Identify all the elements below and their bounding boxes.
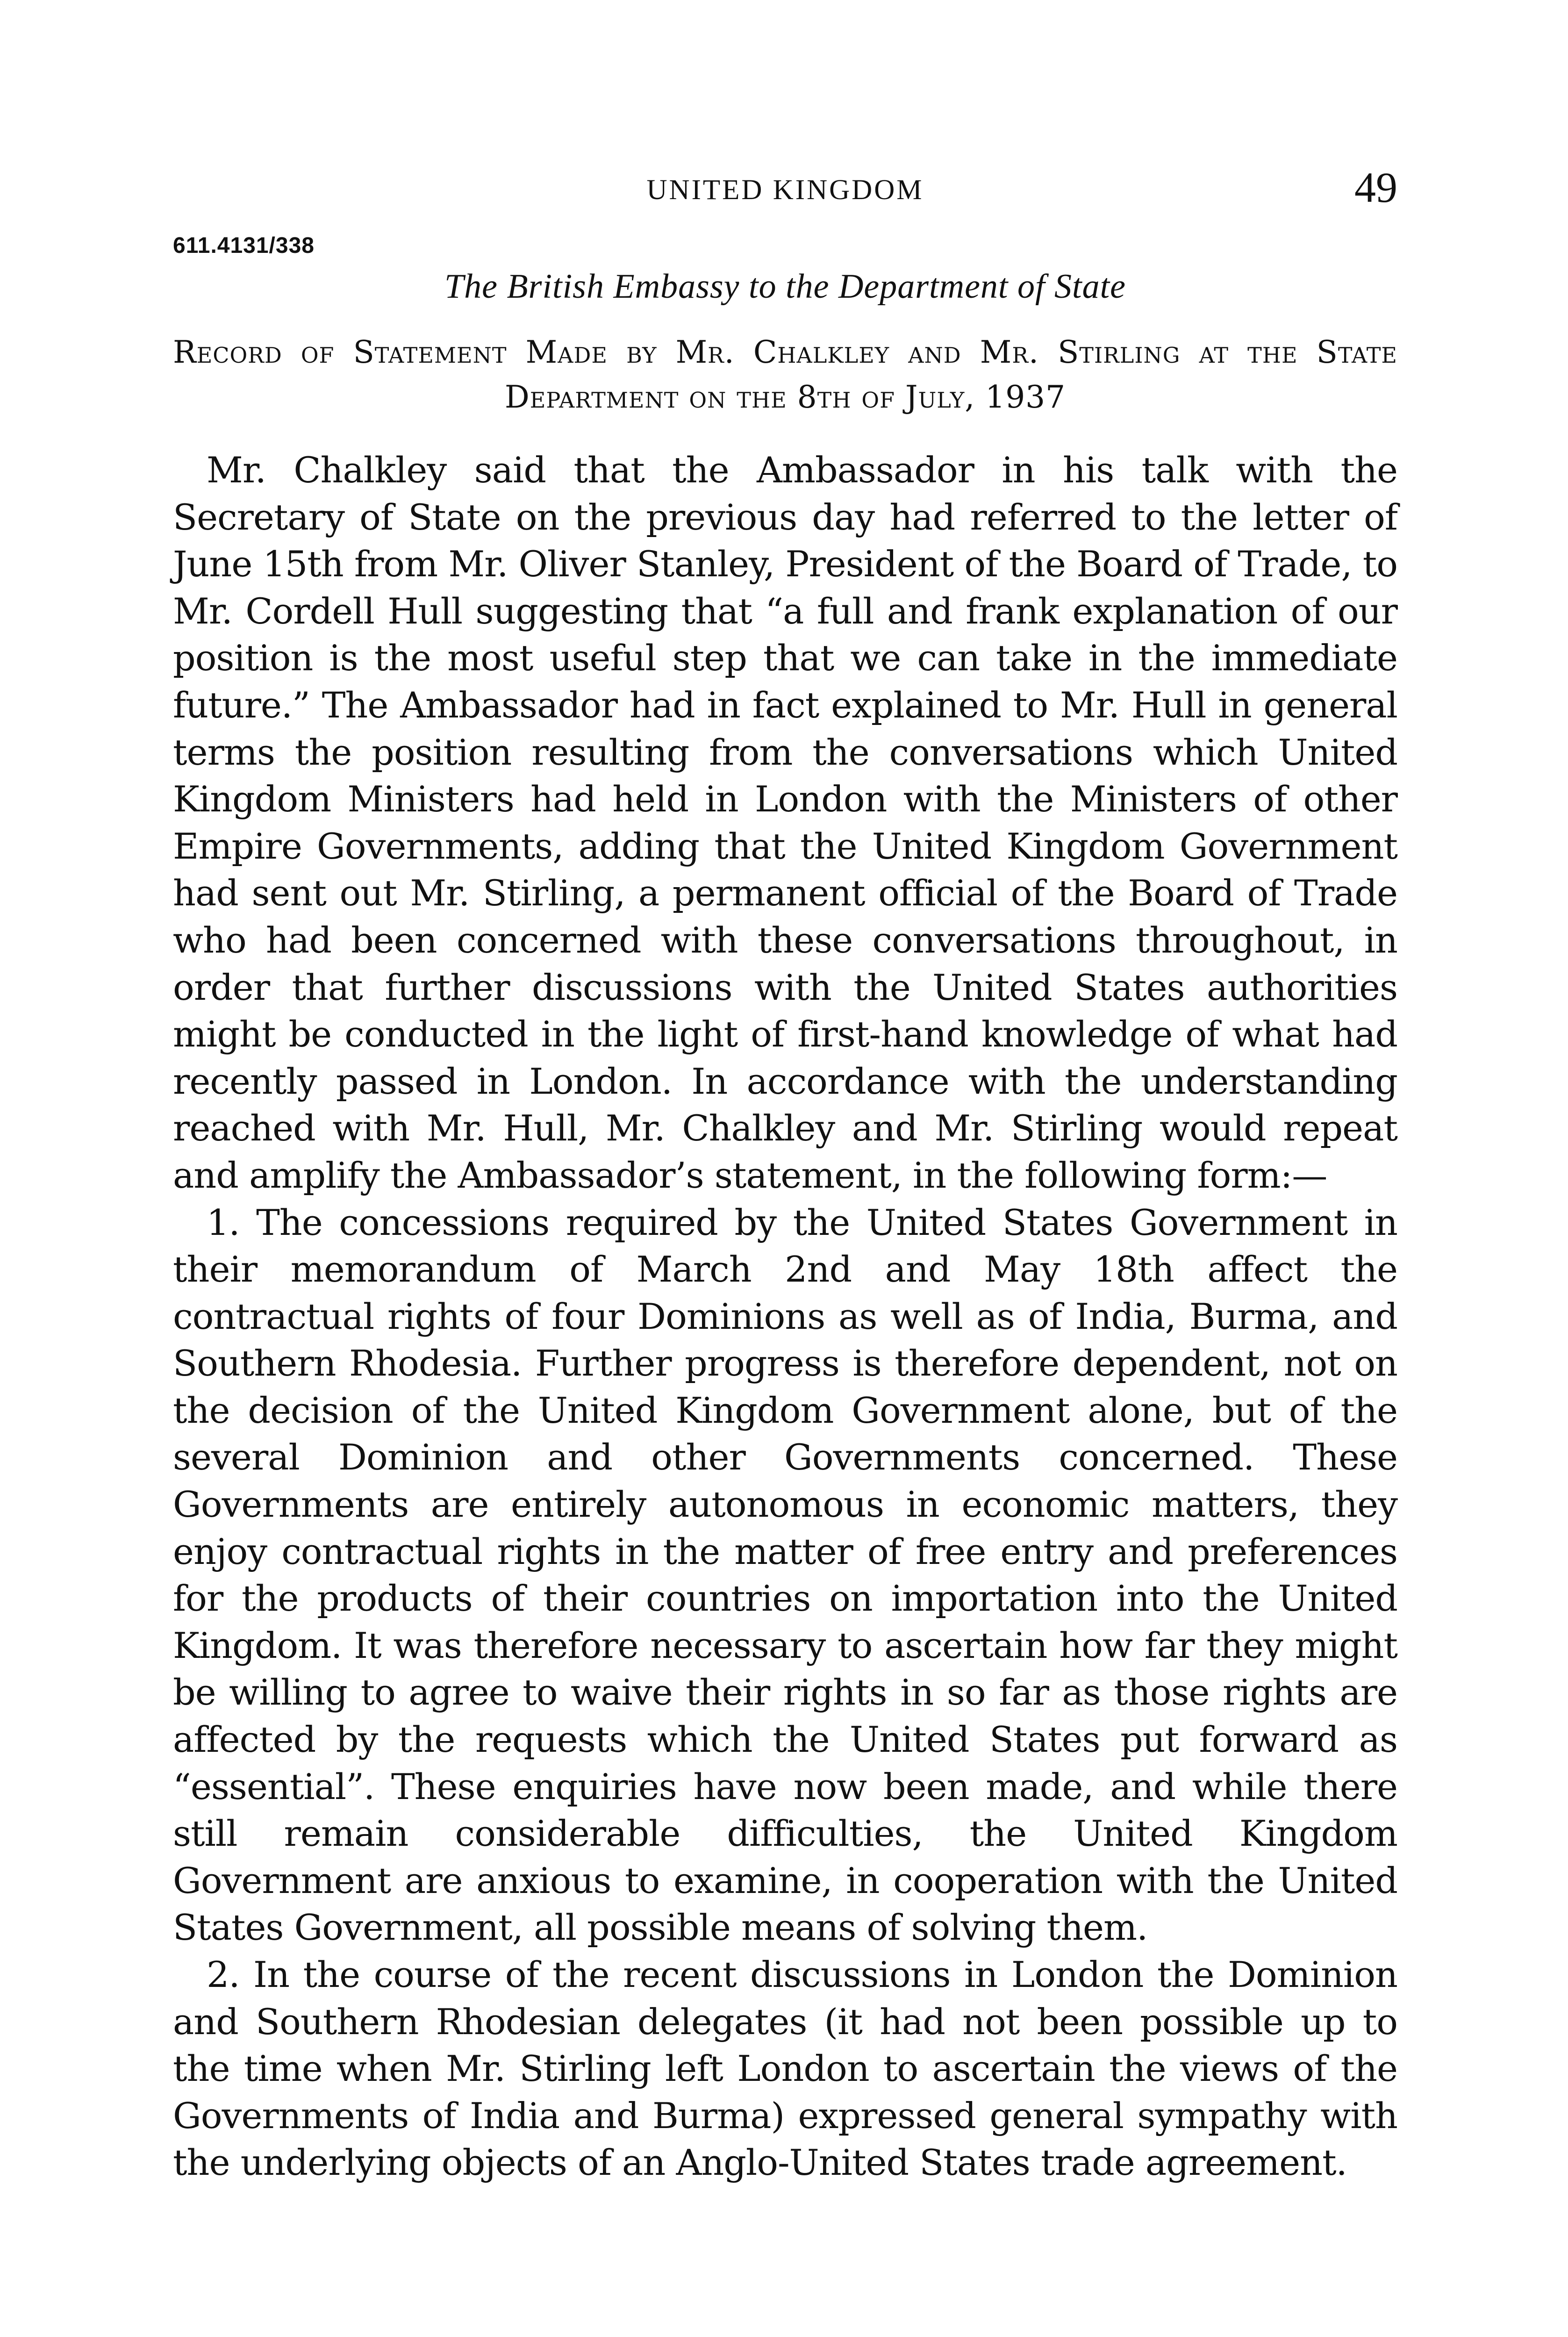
document-page	[173, 154, 1397, 2186]
document-title: The British Embassy to the Department of State	[444, 267, 1126, 306]
paragraph-2: 2. In the course of the recent discussions in London the Dominion and Southern Rhodesian delegates (it had not been possible up to the time when Mr. Stirling left London to ascertain the views of the Governments of India and Burma) expressed general sympathy with the underlying objects of an Anglo-United States trade agreement.	[173, 1954, 1397, 2184]
page-number: 49	[1354, 164, 1397, 211]
paragraph-1: 1. The concessions required by the United States Government in their memorandum of March 2nd and May 18th affect the contractual rights of four Dominions as well as of India, Burma, and Southern Rhodesia. Further progress is therefore dependent, not on the decision of the United Kingdom Government alone, but of the several Dominion and other Governments concerned. These Governments are entirely autonomous in economic matters, they enjoy contractual rights in the matter of free entry and preferences for the products of their countries on importation into the United Kingdom. It was therefore necessary to ascertain how far they might be willing to agree to waive their rights in so far as those rights are affected by the requests which the United States put forward as “essential”. These enquiries have now been made, and while there still remain considerable difficulties, the United Kingdom Government are anxious to examine, in cooperation with the United States Government, all possible means of solving them.	[173, 1201, 1397, 1949]
file-number: 611.4131/338	[173, 233, 315, 258]
body-text	[173, 447, 1397, 2186]
running-title: UNITED KINGDOM	[646, 174, 924, 206]
running-head	[173, 154, 1397, 215]
document-heading: Record of Statement Made by Mr. Chalkley and Mr. Stirling at the State Department on the 8th of July, 1937	[173, 334, 1397, 415]
paragraph-intro: Mr. Chalkley said that the Ambassador in his talk with the Secretary of State on the previous day had referred to the letter of June 15th from Mr. Oliver Stanley, President of the Board of Trade, to Mr. Cordell Hull suggesting that “a full and frank explanation of our position is the most useful step that we can take in the immediate future.” The Ambassador had in fact explained to Mr. Hull in general terms the position resulting from the conversations which United Kingdom Ministers had held in London with the Ministers of other Empire Governments, adding that the United Kingdom Government had sent out Mr. Stirling, a permanent official of the Board of Trade who had been concerned with these conversations throughout, in order that further discussions with the United States authorities might be conducted in the light of first-hand knowledge of what had recently passed in London. In accordance with the understanding reached with Mr. Hull, Mr. Chalkley and Mr. Stirling would repeat and amplify the Ambassador’s statement, in the following form:—	[173, 449, 1397, 1196]
